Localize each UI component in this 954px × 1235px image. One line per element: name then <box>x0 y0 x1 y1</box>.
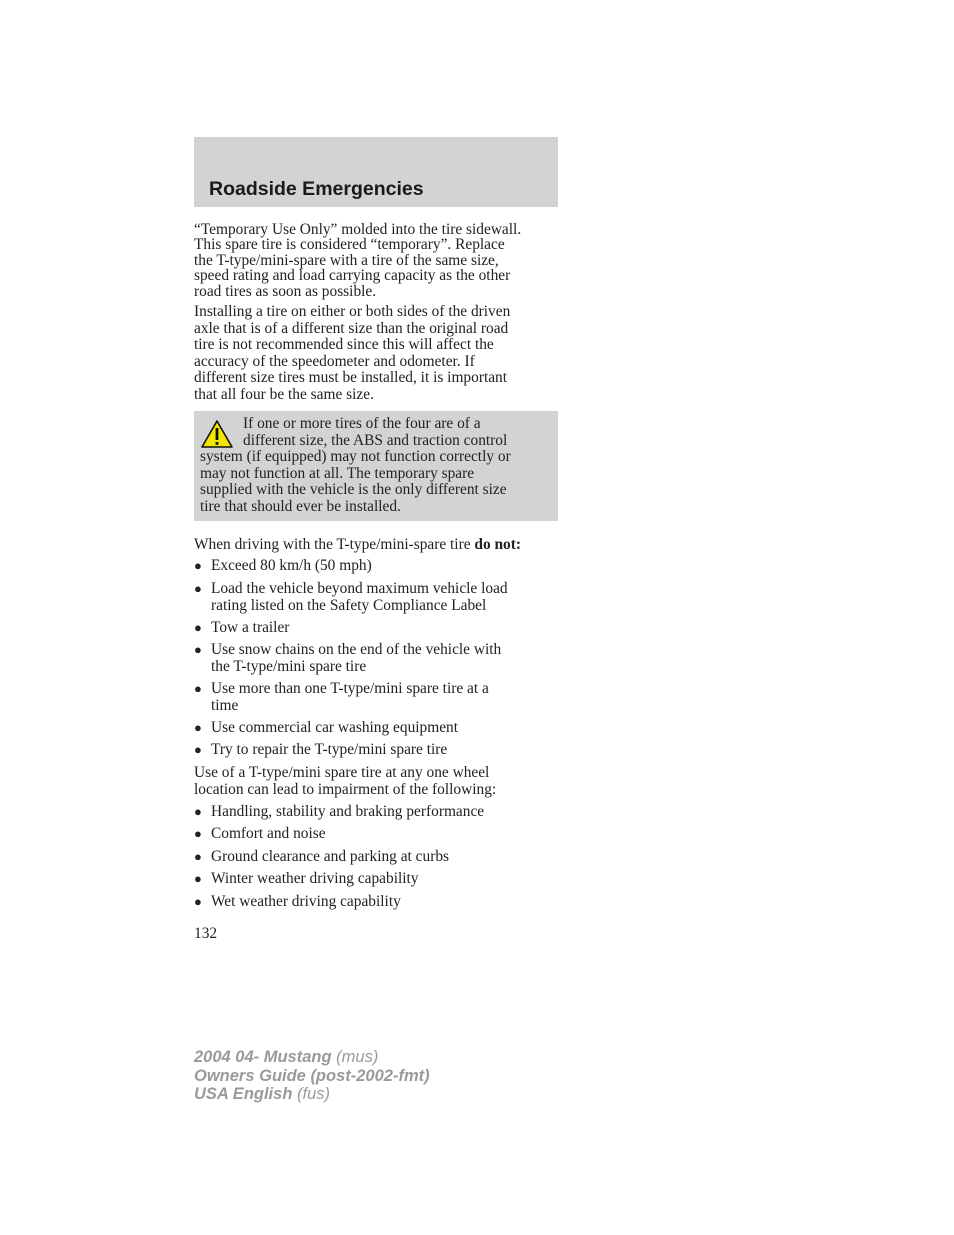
text-line: location can lead to impairment of the following: <box>194 780 497 798</box>
install-paragraph <box>194 304 558 403</box>
do-not-lead <box>194 537 558 552</box>
bullet-icon: ● <box>194 581 202 596</box>
list-item-text: Use commercial car washing equipment <box>211 719 459 736</box>
list-item-text: Wet weather driving capability <box>211 893 401 910</box>
list-item-text: the T-type/mini spare tire <box>211 657 367 675</box>
text-line: road tires as soon as possible. <box>194 282 377 300</box>
warning-box <box>194 411 558 521</box>
intro-paragraph <box>194 222 558 299</box>
text-line: tire that should ever be installed. <box>200 497 401 515</box>
warning-text <box>200 416 554 515</box>
footer-language-code: (fus) <box>292 1085 330 1103</box>
list-item-text: Try to repair the T-type/mini spare tire <box>211 741 448 758</box>
text-line: system (if equipped) may not function correctly or <box>200 448 511 465</box>
bullet-icon: ● <box>194 804 202 819</box>
text-line: different size, the ABS and traction control <box>243 431 508 449</box>
text-line: accuracy of the speedometer and odometer. If <box>194 352 475 370</box>
list-item-text: Handling, stability and braking performance <box>211 803 485 820</box>
page-number: 132 <box>194 925 218 942</box>
text-line: Installing a tire on either or both sides of the driven <box>194 303 511 320</box>
bullet-icon: ● <box>194 742 202 757</box>
list-item-text: rating listed on the Safety Compliance Label <box>211 596 487 614</box>
text-line: that all four be the same size. <box>194 385 374 403</box>
document-footer <box>194 1048 430 1104</box>
list-item-text: Use more than one T-type/mini spare tire at a <box>211 680 489 697</box>
bullet-icon: ● <box>194 681 202 696</box>
list-item-text: Comfort and noise <box>211 825 326 842</box>
text-line: If one or more tires of the four are of a <box>243 415 481 432</box>
text-line: Use of a T-type/mini spare tire at any one wheel <box>194 764 490 781</box>
text-line <box>194 537 558 552</box>
footer-model: 2004 04- Mustang <box>194 1048 332 1066</box>
section-title: Roadside Emergencies <box>209 178 424 200</box>
emphasis-text: do not: <box>474 536 521 553</box>
text-line: “Temporary Use Only” molded into the tire sidewall. <box>194 221 522 238</box>
bullet-icon: ● <box>194 720 202 735</box>
list-item-text: Winter weather driving capability <box>211 870 419 887</box>
list-item-text: Exceed 80 km/h (50 mph) <box>211 557 372 574</box>
footer-line <box>194 1048 430 1067</box>
text-line: speed rating and load carrying capacity as the other <box>194 267 511 285</box>
bullet-icon: ● <box>194 620 202 635</box>
list-item-text: Load the vehicle beyond maximum vehicle load <box>211 580 508 597</box>
impairment-paragraph <box>194 765 558 798</box>
list-item-text: Use snow chains on the end of the vehicle with <box>211 641 502 658</box>
footer-line <box>194 1085 430 1104</box>
footer-line <box>194 1067 430 1086</box>
text-line: axle that is of a different size than the original road <box>194 319 509 337</box>
text-line: supplied with the vehicle is the only different size <box>200 481 507 498</box>
bullet-icon: ● <box>194 642 202 657</box>
section-header <box>194 137 558 207</box>
bullet-icon: ● <box>194 871 202 886</box>
footer-language: USA English <box>194 1085 293 1103</box>
bullet-icon: ● <box>194 849 202 864</box>
footer-guide: Owners Guide (post-2002-fmt) <box>194 1066 430 1085</box>
list-item-text: time <box>211 696 239 714</box>
lead-text: When driving with the T-type/mini-spare tire <box>194 536 475 553</box>
bullet-icon: ● <box>194 826 202 841</box>
text-line: may not function at all. The temporary spare <box>200 464 475 482</box>
bullet-icon: ● <box>194 894 202 909</box>
text-line: tire is not recommended since this will affect the <box>194 336 494 353</box>
list-item-text: Tow a trailer <box>211 619 290 636</box>
text-line: the T-type/mini-spare with a tire of the same size, <box>194 251 499 269</box>
footer-model-code: (mus) <box>331 1048 379 1066</box>
list-item-text: Ground clearance and parking at curbs <box>211 848 450 865</box>
text-line: This spare tire is considered “temporary”. Replace <box>194 236 505 254</box>
text-line: different size tires must be installed, it is important <box>194 369 508 386</box>
bullet-icon: ● <box>194 558 202 573</box>
